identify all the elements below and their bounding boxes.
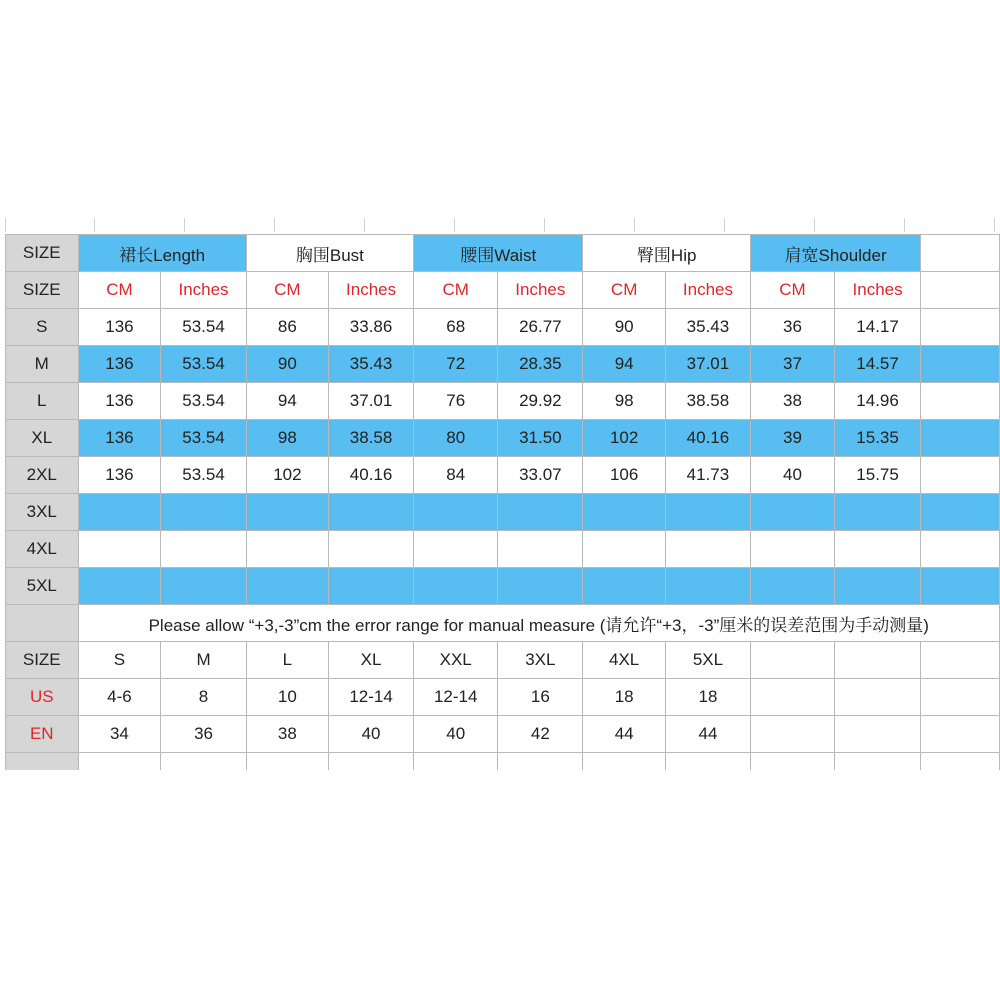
- size-label: 4XL: [6, 531, 79, 568]
- table-cell: 136: [78, 346, 161, 383]
- empty-cell: [834, 716, 920, 753]
- group-header-bust: 胸围Bust: [246, 235, 413, 272]
- trailing-grid-row: [6, 753, 1000, 771]
- empty-cell: [921, 235, 1000, 272]
- conversion-size: L: [246, 642, 328, 679]
- table-row-5xl: [6, 568, 1000, 605]
- table-cell: 98: [246, 420, 328, 457]
- table-cell: 86: [246, 309, 328, 346]
- empty-cell: [665, 753, 750, 771]
- table-cell: 98: [583, 383, 666, 420]
- unit-cm: CM: [414, 272, 498, 309]
- table-cell: 29.92: [498, 383, 583, 420]
- unit-inches: Inches: [498, 272, 583, 309]
- table-row-xl: [6, 420, 1000, 457]
- conversion-size: 3XL: [498, 642, 583, 679]
- unit-row-size-label: SIZE: [6, 272, 79, 309]
- table-cell: 39: [750, 420, 834, 457]
- group-header-length: 裙长Length: [78, 235, 246, 272]
- table-cell: 37: [750, 346, 834, 383]
- empty-cell: [921, 531, 1000, 568]
- empty-cell: [498, 531, 583, 568]
- table-cell: 10: [246, 679, 328, 716]
- empty-cell: [834, 642, 920, 679]
- table-cell: 40.16: [665, 420, 750, 457]
- conversion-size: S: [78, 642, 161, 679]
- table-cell: 14.96: [834, 383, 920, 420]
- table-cell: 18: [665, 679, 750, 716]
- empty-cell: [921, 309, 1000, 346]
- empty-cell: [246, 494, 328, 531]
- table-cell: 12-14: [414, 679, 498, 716]
- empty-cell: [161, 531, 246, 568]
- table-cell: 26.77: [498, 309, 583, 346]
- table-cell: 53.54: [161, 420, 246, 457]
- table-cell: 102: [583, 420, 666, 457]
- empty-cell: [921, 642, 1000, 679]
- table-cell: 38.58: [665, 383, 750, 420]
- table-cell: 136: [78, 383, 161, 420]
- group-header-hip: 臀围Hip: [583, 235, 751, 272]
- unit-cm: CM: [750, 272, 834, 309]
- table-cell: 106: [583, 457, 666, 494]
- conversion-header-row: [6, 642, 1000, 679]
- table-cell: 8: [161, 679, 246, 716]
- table-cell: 84: [414, 457, 498, 494]
- conversion-size: 4XL: [583, 642, 666, 679]
- empty-cell: [246, 531, 328, 568]
- empty-cell: [750, 679, 834, 716]
- empty-cell: [921, 383, 1000, 420]
- table-cell: 14.57: [834, 346, 920, 383]
- table-cell: 40.16: [329, 457, 414, 494]
- empty-cell: [921, 494, 1000, 531]
- table-row-m: [6, 346, 1000, 383]
- size-label: M: [6, 346, 79, 383]
- empty-cell: [583, 568, 666, 605]
- empty-cell: [414, 494, 498, 531]
- table-cell: 136: [78, 420, 161, 457]
- empty-cell: [834, 568, 920, 605]
- size-label: XL: [6, 420, 79, 457]
- conversion-row-us: [6, 679, 1000, 716]
- table-cell: 76: [414, 383, 498, 420]
- empty-cell: [834, 753, 920, 771]
- table-cell: 18: [583, 679, 666, 716]
- empty-cell: [414, 568, 498, 605]
- table-cell: 35.43: [665, 309, 750, 346]
- size-chart-table: [5, 234, 1000, 770]
- region-label-us: US: [6, 679, 79, 716]
- conversion-size: XXL: [414, 642, 498, 679]
- table-row-4xl: [6, 531, 1000, 568]
- table-row-s: [6, 309, 1000, 346]
- empty-cell: [583, 494, 666, 531]
- conversion-size: 5XL: [665, 642, 750, 679]
- empty-cell: [161, 494, 246, 531]
- empty-cell: [329, 531, 414, 568]
- table-cell: 38: [750, 383, 834, 420]
- table-cell: 53.54: [161, 383, 246, 420]
- empty-cell: [161, 568, 246, 605]
- table-cell: 15.35: [834, 420, 920, 457]
- unit-inches: Inches: [665, 272, 750, 309]
- table-cell: 102: [246, 457, 328, 494]
- table-cell: 44: [665, 716, 750, 753]
- conversion-size-label: SIZE: [6, 642, 79, 679]
- empty-cell: [750, 568, 834, 605]
- size-label: L: [6, 383, 79, 420]
- table-cell: 80: [414, 420, 498, 457]
- empty-cell: [921, 420, 1000, 457]
- table-cell: 40: [750, 457, 834, 494]
- table-cell: 136: [78, 309, 161, 346]
- table-cell: 90: [246, 346, 328, 383]
- table-cell: 34: [78, 716, 161, 753]
- empty-cell: [161, 753, 246, 771]
- region-label-en: EN: [6, 716, 79, 753]
- empty-cell: [750, 642, 834, 679]
- empty-cell: [498, 753, 583, 771]
- empty-cell: [834, 679, 920, 716]
- empty-cell: [750, 531, 834, 568]
- size-label: 3XL: [6, 494, 79, 531]
- table-cell: 31.50: [498, 420, 583, 457]
- empty-cell: [921, 753, 1000, 771]
- table-cell: 37.01: [329, 383, 414, 420]
- group-header-shoulder: 肩宽Shoulder: [750, 235, 920, 272]
- size-label: 5XL: [6, 568, 79, 605]
- table-row-l: [6, 383, 1000, 420]
- empty-cell: [246, 753, 328, 771]
- table-cell: 42: [498, 716, 583, 753]
- empty-side-cell: [6, 753, 79, 771]
- conversion-size: M: [161, 642, 246, 679]
- table-cell: 14.17: [834, 309, 920, 346]
- unit-inches: Inches: [329, 272, 414, 309]
- table-row-2xl: [6, 457, 1000, 494]
- unit-cm: CM: [78, 272, 161, 309]
- table-cell: 38.58: [329, 420, 414, 457]
- table-cell: 53.54: [161, 346, 246, 383]
- empty-cell: [750, 716, 834, 753]
- table-cell: 72: [414, 346, 498, 383]
- empty-cell: [246, 568, 328, 605]
- empty-side-cell: [6, 605, 79, 642]
- empty-cell: [921, 272, 1000, 309]
- empty-cell: [583, 531, 666, 568]
- empty-cell: [329, 568, 414, 605]
- conversion-row-en: [6, 716, 1000, 753]
- unit-header-row: [6, 272, 1000, 309]
- table-cell: 94: [583, 346, 666, 383]
- table-cell: 94: [246, 383, 328, 420]
- empty-cell: [78, 494, 161, 531]
- empty-cell: [498, 568, 583, 605]
- table-cell: 53.54: [161, 457, 246, 494]
- size-label: 2XL: [6, 457, 79, 494]
- empty-cell: [329, 753, 414, 771]
- empty-cell: [414, 753, 498, 771]
- table-cell: 136: [78, 457, 161, 494]
- table-cell: 90: [583, 309, 666, 346]
- table-cell: 28.35: [498, 346, 583, 383]
- table-cell: 44: [583, 716, 666, 753]
- table-cell: 16: [498, 679, 583, 716]
- empty-cell: [750, 753, 834, 771]
- empty-cell: [665, 531, 750, 568]
- empty-cell: [750, 494, 834, 531]
- table-cell: 33.86: [329, 309, 414, 346]
- empty-cell: [78, 753, 161, 771]
- group-header-waist: 腰围Waist: [414, 235, 583, 272]
- empty-cell: [921, 457, 1000, 494]
- table-cell: 38: [246, 716, 328, 753]
- table-cell: 15.75: [834, 457, 920, 494]
- top-grid-rule: [0, 218, 1000, 232]
- table-row-3xl: [6, 494, 1000, 531]
- table-cell: 40: [414, 716, 498, 753]
- size-label: S: [6, 309, 79, 346]
- unit-cm: CM: [246, 272, 328, 309]
- empty-cell: [665, 568, 750, 605]
- table-cell: 36: [750, 309, 834, 346]
- empty-cell: [78, 568, 161, 605]
- unit-inches: Inches: [161, 272, 246, 309]
- conversion-size: XL: [329, 642, 414, 679]
- measurement-tolerance-note: Please allow “+3,-3”cm the error range for manual measure (请允许“+3，-3”厘米的误差范围为手动测量): [78, 605, 999, 642]
- empty-cell: [665, 494, 750, 531]
- empty-cell: [583, 753, 666, 771]
- empty-cell: [921, 679, 1000, 716]
- empty-cell: [834, 494, 920, 531]
- table-cell: 41.73: [665, 457, 750, 494]
- empty-cell: [921, 346, 1000, 383]
- table-cell: 33.07: [498, 457, 583, 494]
- empty-cell: [498, 494, 583, 531]
- empty-cell: [414, 531, 498, 568]
- table-cell: 53.54: [161, 309, 246, 346]
- table-cell: 12-14: [329, 679, 414, 716]
- measurement-group-header-row: [6, 235, 1000, 272]
- corner-size-label: SIZE: [6, 235, 79, 272]
- table-cell: 4-6: [78, 679, 161, 716]
- empty-cell: [329, 494, 414, 531]
- size-chart-sheet: [0, 218, 1000, 770]
- table-cell: 35.43: [329, 346, 414, 383]
- table-cell: 37.01: [665, 346, 750, 383]
- table-cell: 36: [161, 716, 246, 753]
- measurement-note-row: [6, 605, 1000, 642]
- empty-cell: [78, 531, 161, 568]
- unit-cm: CM: [583, 272, 666, 309]
- table-cell: 40: [329, 716, 414, 753]
- empty-cell: [921, 716, 1000, 753]
- empty-cell: [921, 568, 1000, 605]
- table-cell: 68: [414, 309, 498, 346]
- unit-inches: Inches: [834, 272, 920, 309]
- empty-cell: [834, 531, 920, 568]
